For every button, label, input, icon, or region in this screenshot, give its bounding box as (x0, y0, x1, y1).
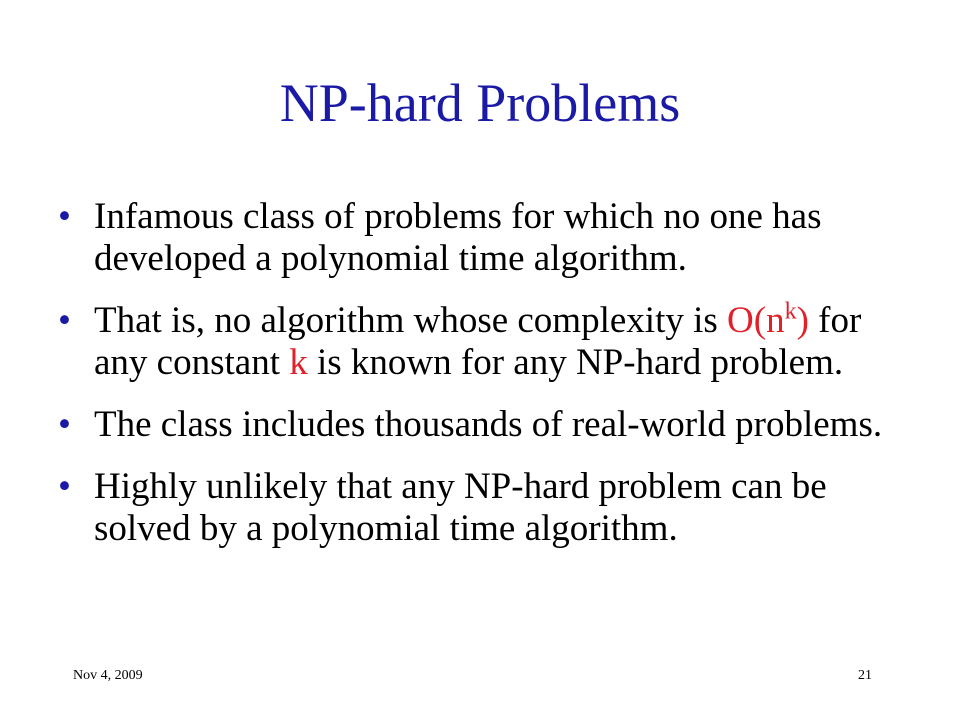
bullet-text: The class includes thousands of real-world problems. (94, 404, 883, 445)
complexity-exponent: k (784, 298, 797, 325)
bullet-text: Highly unlikely that any NP-hard problem can be solved by a polynomial time algorithm. (94, 466, 827, 549)
bullet-item (58, 404, 908, 446)
bullet-icon: • (58, 300, 71, 341)
bullet-text (94, 300, 861, 383)
bullet-list (58, 196, 908, 570)
bullet-text-part: for any constant (94, 300, 862, 383)
complexity-prefix: O(n (727, 300, 785, 341)
bullet-item (58, 300, 908, 384)
footer-date: Nov 4, 2009 (73, 668, 143, 683)
complexity-expression (727, 300, 809, 341)
bullet-item (58, 466, 908, 550)
bullet-text-part: That is, no algorithm whose complexity is (94, 300, 728, 341)
page-number: 21 (858, 668, 872, 683)
bullet-icon: • (58, 404, 71, 445)
bullet-text: Infamous class of problems for which no one has developed a polynomial time algorithm. (94, 196, 822, 279)
constant-k: k (289, 342, 308, 383)
bullet-icon: • (58, 466, 71, 507)
complexity-suffix: ) (796, 300, 809, 341)
bullet-icon: • (58, 196, 71, 237)
bullet-item (58, 196, 908, 280)
slide-title: NP-hard Problems (279, 73, 681, 133)
bullet-text-part: is known for any NP-hard problem. (307, 342, 844, 383)
